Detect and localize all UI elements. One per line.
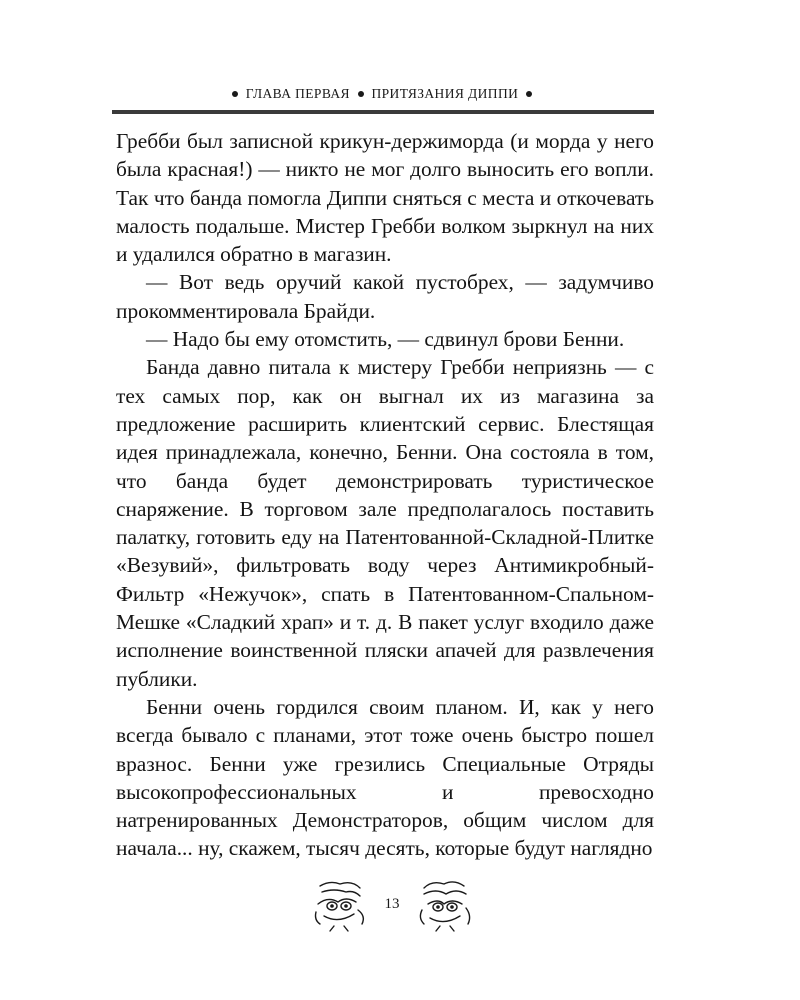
page-number: 13	[384, 896, 400, 912]
page-footer	[310, 876, 470, 936]
bullet-dot-icon	[526, 91, 532, 97]
paragraph: Банда давно питала к мистеру Гребби неприязнь — с тех самых пор, как он выгнал их из магазина за предложение расширить клиентский сервис. Блестящая идея принадлежала, конечно, Бенни. Она состояла в том, что банда будет демонстрировать туристическое снаряжение. В торговом зале предполагалось поставить палатку, готовить еду на Патентованной-Складной-Плитке «Везувий», фильтровать воду через Антимикробный-Фильтр «Нежучок», спать в Патентованном-Спальном-Мешке «Сладкий храп» и т. д. В пакет услуг входило даже исполнение воинственной пляски апачей для развлечения публики.	[116, 355, 654, 691]
header-divider	[112, 110, 654, 114]
paragraph: Бенни очень гордился своим планом. И, как у него всегда бывало с планами, этот тоже очень быстро пошел вразнос. Бенни уже грезились Специальные Отряды высокопрофессиональных и превосходно натренированных Демонстраторов, общим числом для начала... ну, скажем, тысяч десять, которые будут наглядно	[116, 694, 654, 861]
paragraph: — Вот ведь оручий какой пустобрех, — задумчиво прокомментировала Брайди.	[116, 270, 654, 323]
chapter-title: ПРИТЯЗАНИЯ ДИППИ	[371, 86, 519, 101]
cartoon-face-ornament-icon	[310, 876, 370, 932]
paragraph: — Надо бы ему отомстить, — сдвинул брови Бенни.	[146, 327, 625, 352]
cartoon-face-ornament-icon	[414, 876, 474, 932]
running-header	[112, 86, 652, 102]
bullet-dot-icon	[232, 91, 238, 97]
paragraph: Гребби был записной крикун-держиморда (и морда у него была красная!) — никто не мог долго выносить его вопли. Так что банда помогла Диппи сняться с места и откочевать малость подальше. Мистер Гребби волком зыркнул на них и удалился обратно в магазин.	[116, 129, 654, 267]
chapter-label: ГЛАВА ПЕРВАЯ	[245, 86, 350, 101]
bullet-dot-icon	[358, 91, 364, 97]
body-text	[116, 127, 654, 863]
